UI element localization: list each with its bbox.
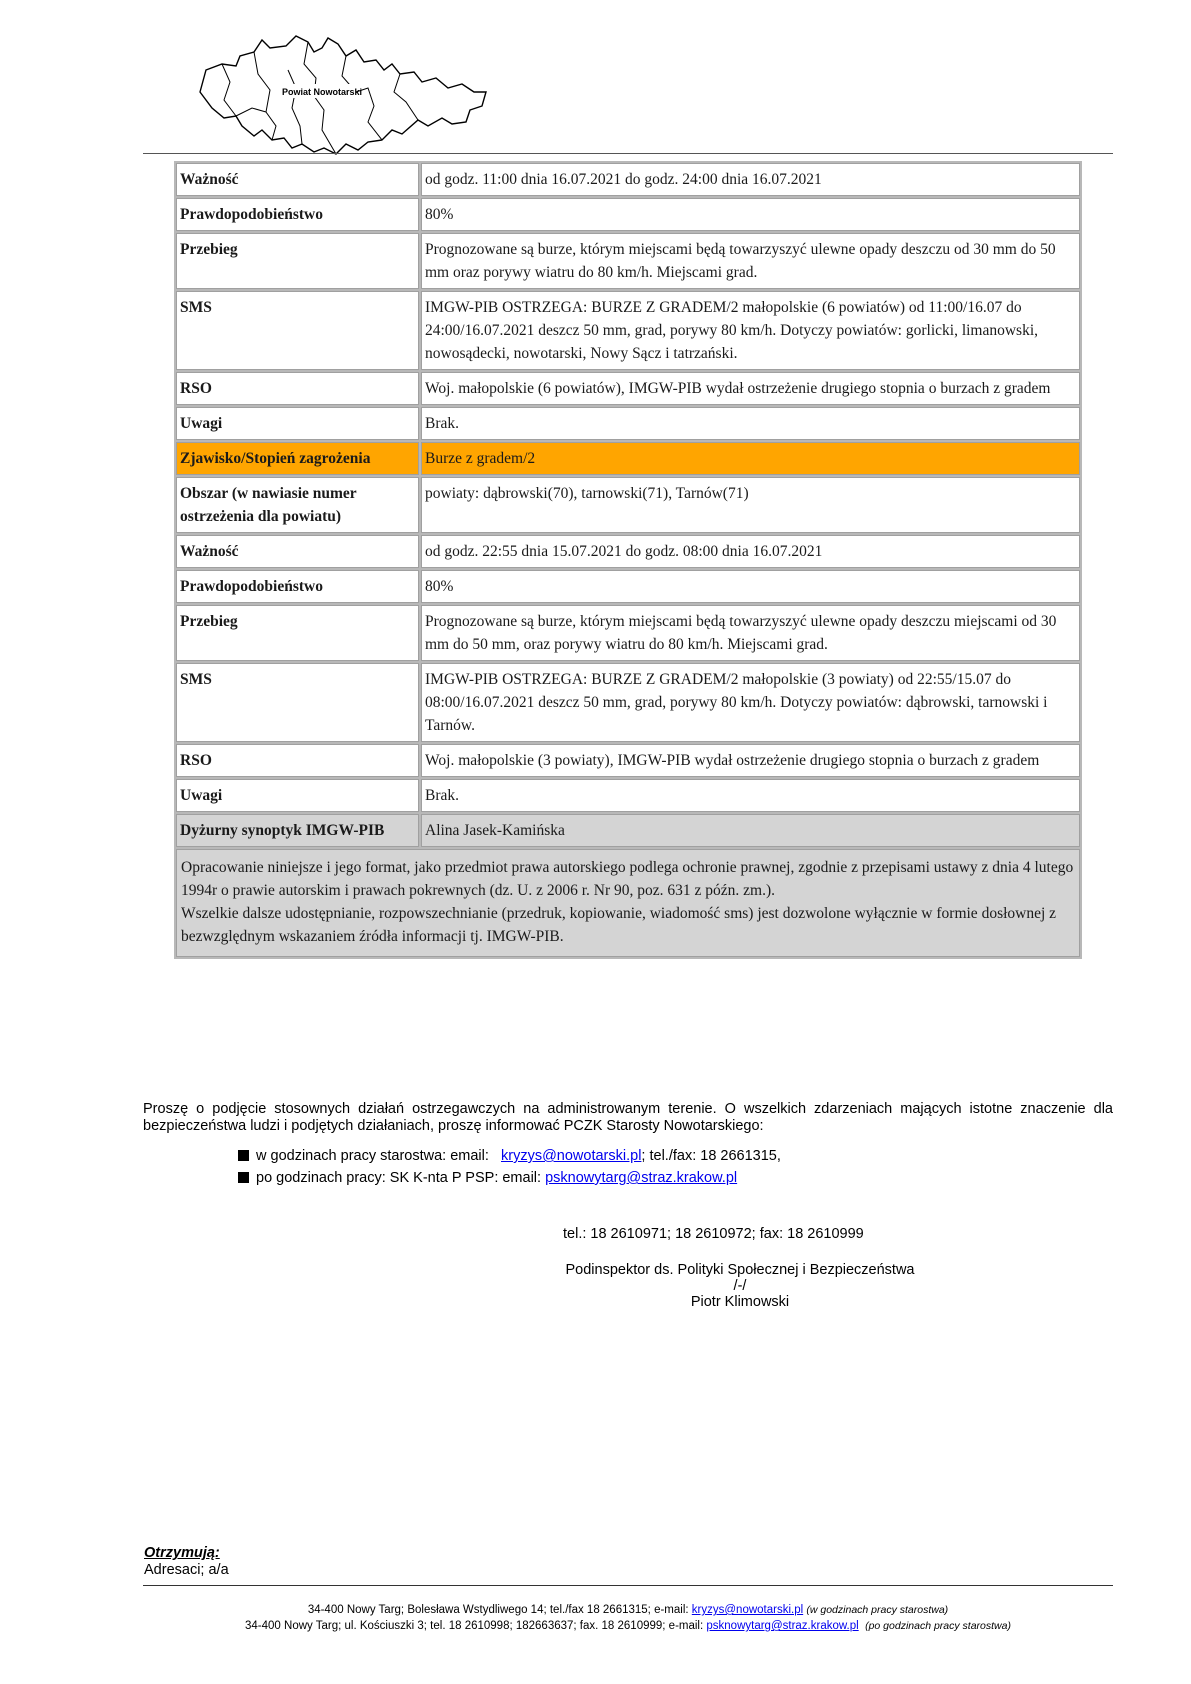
warning-table [174,161,1082,959]
footer-line: 34-400 Nowy Targ; Bolesława Wstydliwego 14; tel./fax 18 2661315; e-mail: kryzys@nowotarski.pl (w godzinach pracy starostwa) [307,1604,949,1616]
email-link[interactable]: kryzys@nowotarski.pl [691,1604,804,1616]
copyright-row [176,849,1080,957]
square-bullet-icon [238,1150,249,1161]
powiat-nowotarski-logo [196,30,492,158]
copyright-text: Wszelkie dalsze udostępnianie, rozpowszechnianie (przedruk, kopiowanie, wiadomość sms) jest dozwolone wyłącznie w formie dosłownej z bezwzględnym wskazaniem źródła informacji tj. IMGW-PIB. [181,905,1057,945]
list-item: w godzinach pracy starostwa: email: kryzys@nowotarski.pl ; tel./fax: 18 2661315, [238,1145,781,1167]
synoptyk-row: Dyżurny synoptyk IMGW-PIB Alina Jasek-Kamińska [176,814,1080,847]
list-item: po godzinach pracy: SK K-nta P PSP: email: psknowytarg@straz.krakow.pl [238,1167,781,1189]
footer-line: 34-400 Nowy Targ; ul. Kościuszki 3; tel. 18 2610998; 182663637; fax. 18 2610999; e-mail: psknowytarg@straz.krakow.pl (po godzinach pracy starostwa) [245,1620,1011,1632]
email-link[interactable]: psknowytarg@straz.krakow.pl [545,1170,738,1186]
header-rule [143,153,1113,154]
email-link[interactable]: psknowytarg@straz.krakow.pl [706,1620,859,1632]
table-row: Przebieg Prognozowane są burze, którym miejscami będą towarzyszyć ulewne opady deszczu miejscami od 30 mm do 50 mm, oraz porywy wiatru do 80 km/h. Miejscami grad. [176,605,1080,661]
table-row: Prawdopodobieństwo 80% [176,198,1080,231]
table-row-highlight: Zjawisko/Stopień zagrożenia Burze z gradem/2 [176,442,1080,475]
copyright-text: Opracowanie niniejsze i jego format, jako przedmiot prawa autorskiego podlega ochronie prawnej, zgodnie z przepisami ustawy z dnia 4 lutego 1994r o prawie autorskim i prawach pokrewnych (dz. U. z 2006 r. Nr 90, poz. 631 z późn. zm.). [181,859,1074,899]
table-row: Obszar (w nawiasie numer ostrzeżenia dla powiatu) powiaty: dąbrowski(70), tarnowski(71), Tarnów(71) [176,477,1080,533]
table-row: Ważność od godz. 22:55 dnia 15.07.2021 do godz. 08:00 dnia 16.07.2021 [176,535,1080,568]
table-row: Prawdopodobieństwo 80% [176,570,1080,603]
signature-mark: /-/ [733,1278,747,1294]
square-bullet-icon [238,1172,249,1183]
table-row: Przebieg Prognozowane są burze, którym miejscami będą towarzyszyć ulewne opady deszczu od 30 mm do 50 mm oraz porywy wiatru do 80 km/h. Miejscami grad. [176,233,1080,289]
table-row: RSO Woj. małopolskie (6 powiatów), IMGW-PIB wydał ostrzeżenie drugiego stopnia o burzach z gradem [176,372,1080,405]
table-row: Uwagi Brak. [176,779,1080,812]
recipients-value: Adresaci; a/a [144,1562,229,1578]
contact-phone: tel.: 18 2610971; 18 2610972; fax: 18 2610999 [563,1226,864,1242]
table-row: Uwagi Brak. [176,407,1080,440]
email-link[interactable]: kryzys@nowotarski.pl [501,1148,642,1164]
table-row: SMS IMGW-PIB OSTRZEGA: BURZE Z GRADEM/2 małopolskie (3 powiaty) od 22:55/15.07 do 08:00/16.07.2021 deszcz 50 mm, grad, porywy 80 km/h. Dotyczy powiatów: dąbrowski, tarnowski i Tarnów. [176,663,1080,742]
signature-block [520,1262,960,1310]
recipients-heading: Otrzymują: [144,1545,220,1561]
recipients [144,1545,229,1579]
footer [143,1602,1113,1634]
contact-list [238,1145,781,1189]
signature-name: Piotr Klimowski [690,1294,790,1310]
table-row: Ważność od godz. 11:00 dnia 16.07.2021 do godz. 24:00 dnia 16.07.2021 [176,163,1080,196]
footer-rule [143,1585,1113,1586]
table-row: RSO Woj. małopolskie (3 powiaty), IMGW-PIB wydał ostrzeżenie drugiego stopnia o burzach z gradem [176,744,1080,777]
logo-text: Powiat Nowotarski [282,87,363,97]
signature-title: Podinspektor ds. Polityki Społecznej i Bezpieczeństwa [565,1262,915,1278]
table-row: SMS IMGW-PIB OSTRZEGA: BURZE Z GRADEM/2 małopolskie (6 powiatów) od 11:00/16.07 do 24:00/16.07.2021 deszcz 50 mm, grad, porywy 80 km/h. Dotyczy powiatów: gorlicki, limanowski, nowosądecki, nowotarski, Nowy Sącz i tatrzański. [176,291,1080,370]
instruction-paragraph: Proszę o podjęcie stosownych działań ostrzegawczych na administrowanym terenie. O wszelkich zdarzeniach mających istotne znaczenie dla bezpieczeństwa ludzi i podjętych działaniach, proszę informować PCZK Starosty Nowotarskiego: [143,1101,1113,1134]
